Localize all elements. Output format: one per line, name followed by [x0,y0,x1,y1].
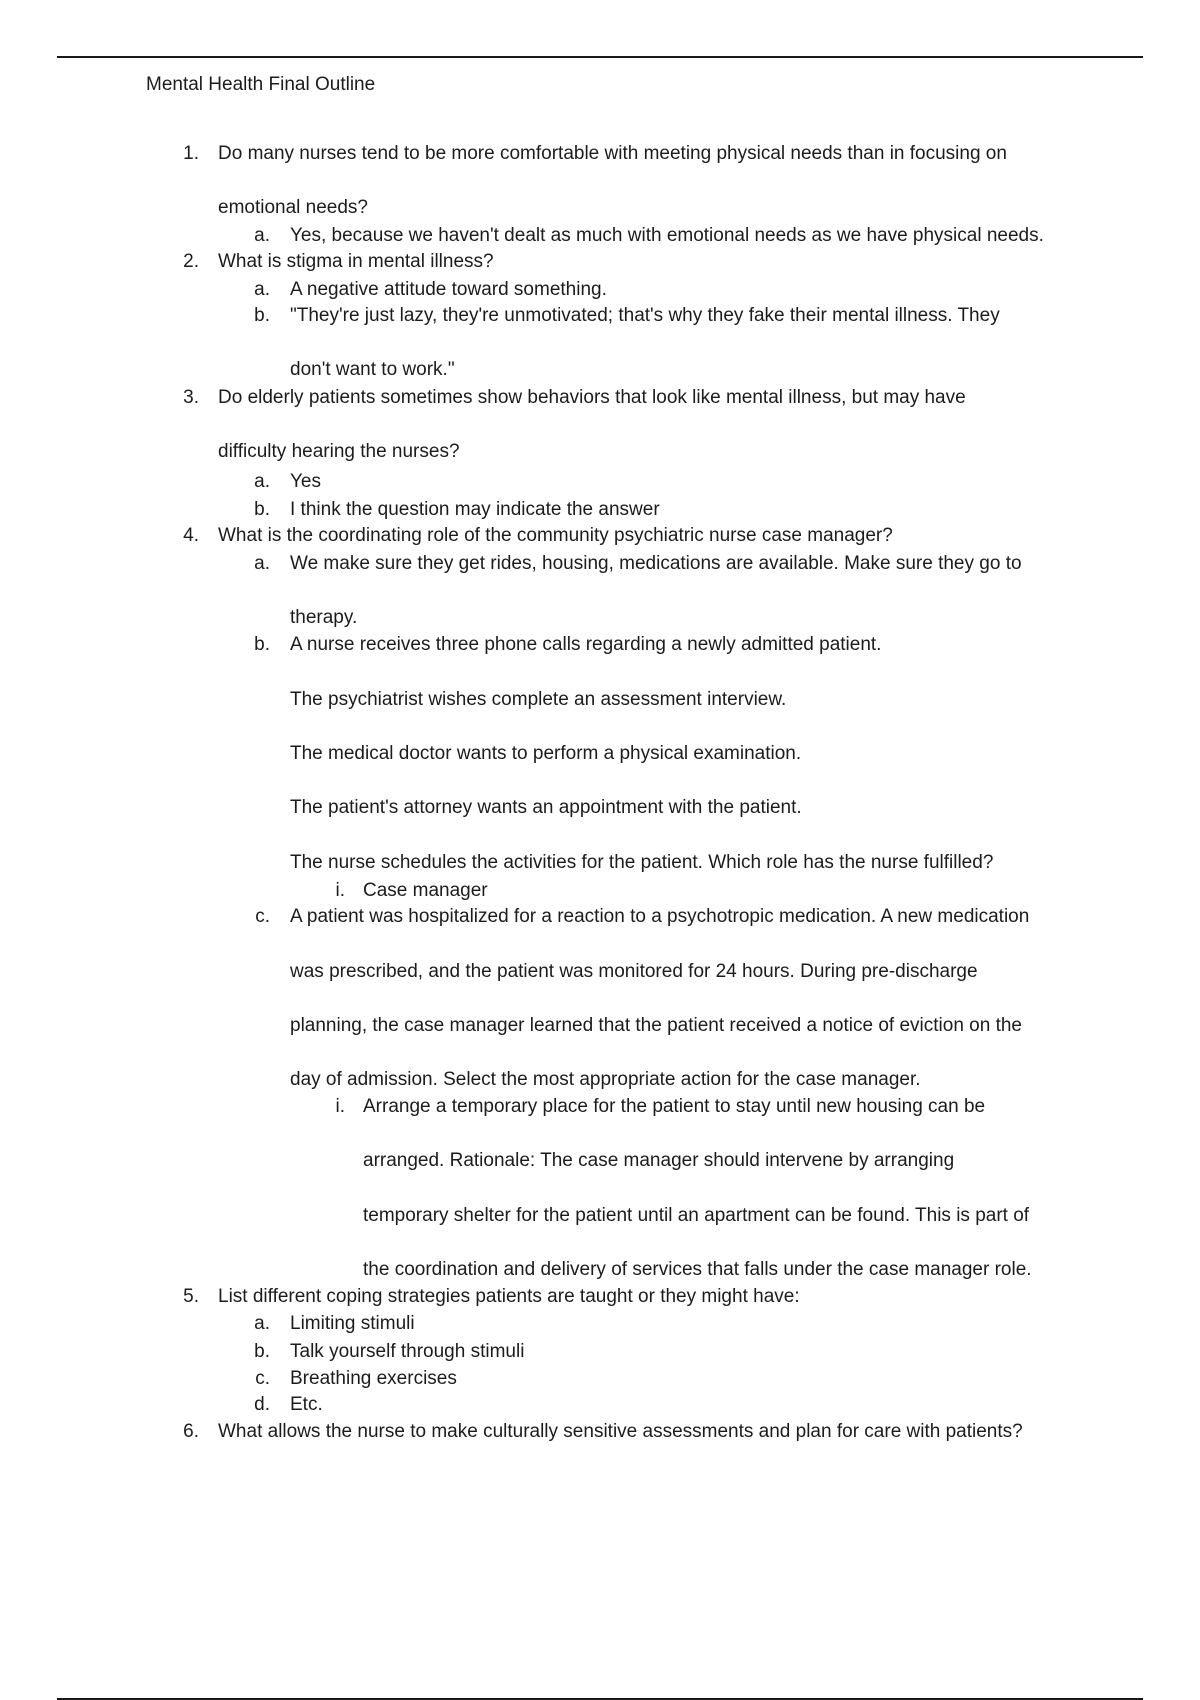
list-marker: 4. [183,525,199,546]
list-marker: c. [255,1368,270,1389]
outline-line: List different coping strategies patients are taught or they might have: [218,1286,800,1307]
outline-line: The medical doctor wants to perform a physical examination. [290,743,802,764]
outline-line: A negative attitude toward something. [290,279,607,300]
outline-line: Talk yourself through stimuli [290,1341,525,1362]
outline-line: Arrange a temporary place for the patient to stay until new housing can be [363,1096,986,1117]
outline-line: planning, the case manager learned that the patient received a notice of eviction on the [290,1015,1022,1036]
outline-line: day of admission. Select the most appropriate action for the case manager. [290,1069,921,1090]
list-marker: i. [335,880,345,901]
outline-line: difficulty hearing the nurses? [218,441,460,462]
outline-line: What allows the nurse to make culturally sensitive assessments and plan for care with patients? [218,1421,1023,1442]
list-marker: a. [254,553,270,574]
list-marker: 5. [183,1286,199,1307]
list-marker: a. [254,225,270,246]
outline-line: Case manager [363,880,488,901]
outline-line: What is stigma in mental illness? [218,251,494,272]
outline-line: emotional needs? [218,197,368,218]
outline-line: the coordination and delivery of services that falls under the case manager role. [363,1259,1032,1280]
list-marker: 2. [183,251,199,272]
list-marker: 6. [183,1421,199,1442]
outline-line: We make sure they get rides, housing, medications are available. Make sure they go to [290,553,1022,574]
list-marker: a. [254,1313,270,1334]
outline-line: What is the coordinating role of the community psychiatric nurse case manager? [218,525,893,546]
outline-line: Do elderly patients sometimes show behaviors that look like mental illness, but may have [218,387,966,408]
outline-line: The psychiatrist wishes complete an assessment interview. [290,689,787,710]
outline-line: Yes [290,471,321,492]
outline-line: A patient was hospitalized for a reaction to a psychotropic medication. A new medication [290,906,1030,927]
outline-line: Limiting stimuli [290,1313,415,1334]
outline-line: I think the question may indicate the answer [290,499,660,520]
list-marker: b. [254,634,270,655]
list-marker: b. [254,499,270,520]
outline-line: Breathing exercises [290,1368,457,1389]
top-rule [57,56,1143,58]
list-marker: a. [254,471,270,492]
outline-line: The nurse schedules the activities for the patient. Which role has the nurse fulfilled? [290,852,994,873]
outline-line: temporary shelter for the patient until an apartment can be found. This is part of [363,1205,1030,1226]
list-marker: d. [254,1394,270,1415]
document-title: Mental Health Final Outline [146,74,376,95]
outline-line: Yes, because we haven't dealt as much with emotional needs as we have physical needs. [290,225,1044,246]
outline-line: arranged. Rationale: The case manager should intervene by arranging [363,1150,955,1171]
list-marker: 1. [183,143,199,164]
outline-line: Etc. [290,1394,323,1415]
list-marker: b. [254,305,270,326]
outline-line: The patient's attorney wants an appointment with the patient. [290,797,802,818]
outline-line: therapy. [290,607,358,628]
list-marker: i. [335,1096,345,1117]
list-marker: a. [254,279,270,300]
outline-line: don't want to work." [290,359,455,380]
outline-line: was prescribed, and the patient was monitored for 24 hours. During pre-discharge [290,961,978,982]
list-marker: b. [254,1341,270,1362]
outline-line: Do many nurses tend to be more comfortable with meeting physical needs than in focusing on [218,143,1007,164]
list-marker: c. [255,906,270,927]
outline-line: A nurse receives three phone calls regarding a newly admitted patient. [290,634,882,655]
outline-line: "They're just lazy, they're unmotivated; that's why they fake their mental illness. They [290,305,1000,326]
list-marker: 3. [183,387,199,408]
